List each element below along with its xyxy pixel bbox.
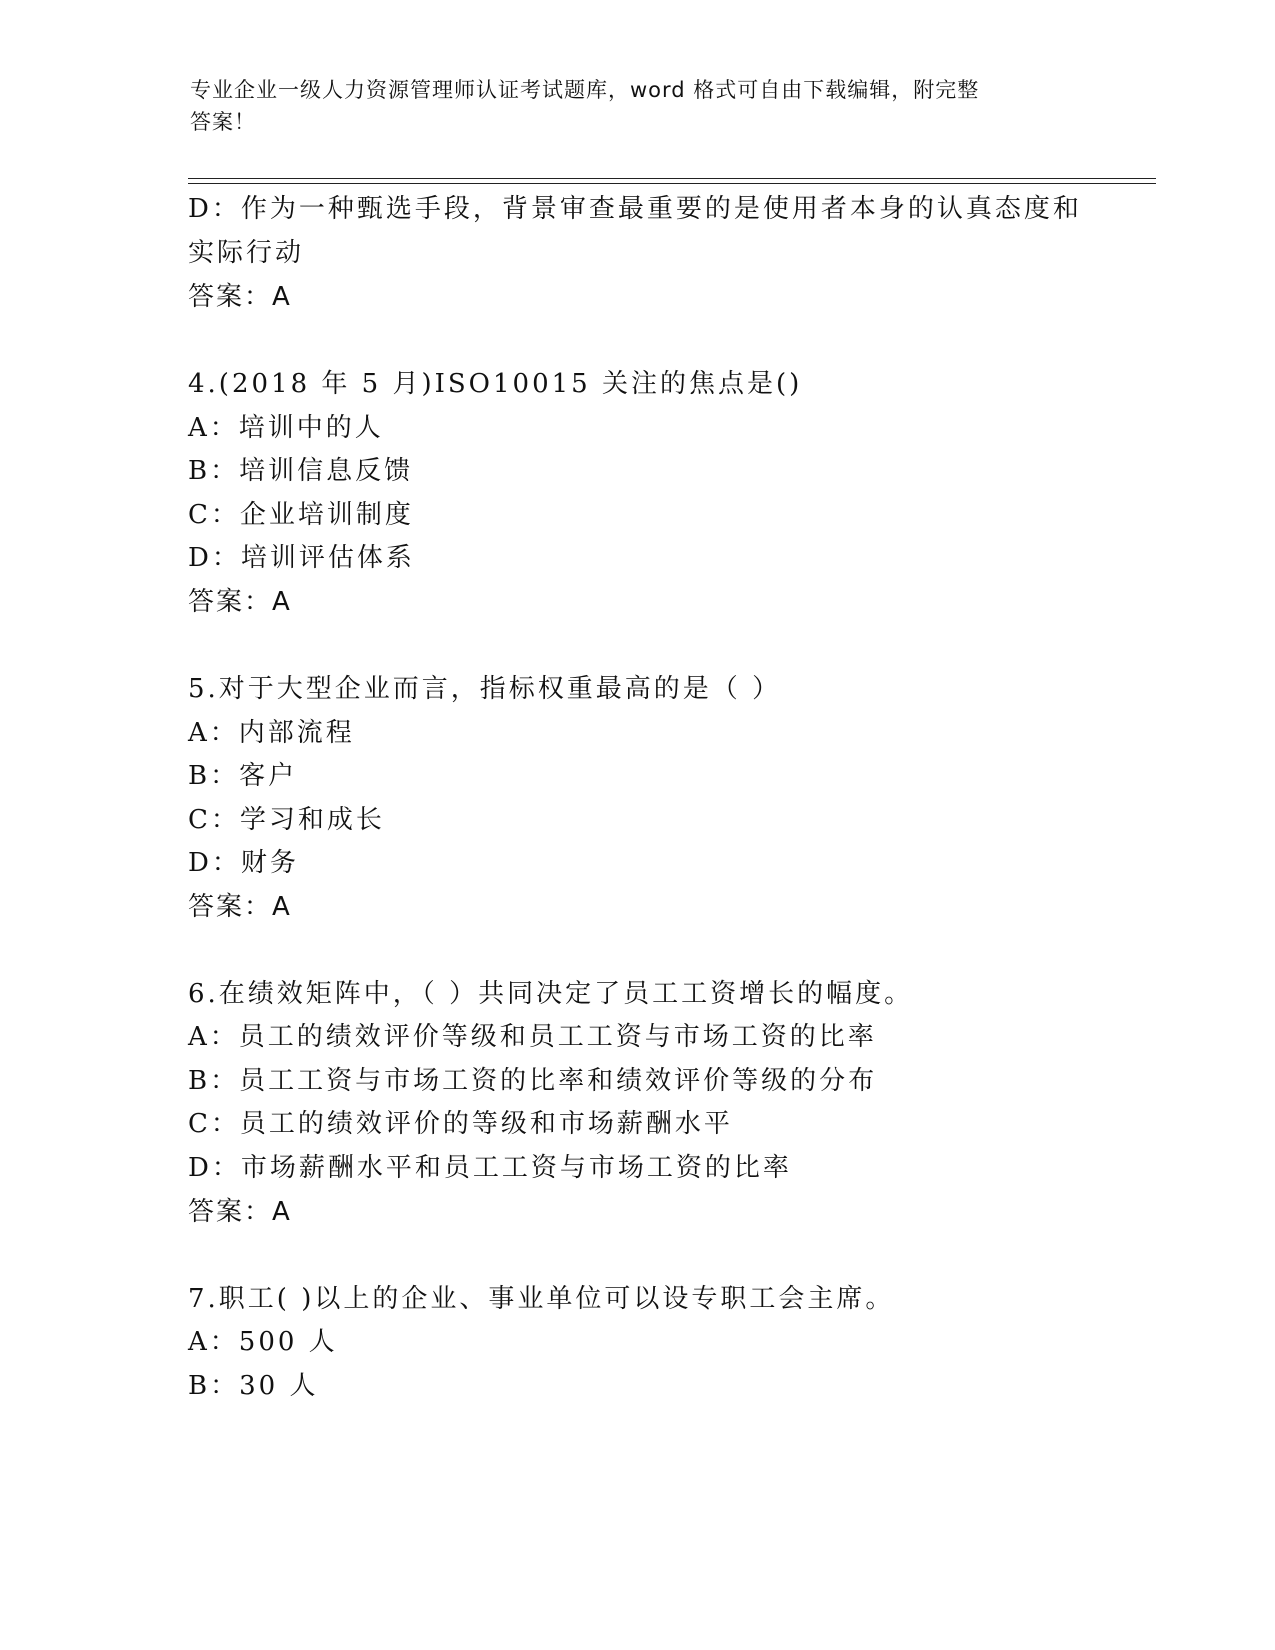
q5-option-d: D：财务 [188,848,299,878]
q3-option-d-line1: D：作为一种甄选手段，背景审查最重要的是使用者本身的认真态度和 [188,194,1082,224]
q6-option-a: A：员工的绩效评价等级和员工工资与市场工资的比率 [188,1022,877,1052]
q3-option-d-line2: 实际行动 [188,238,305,268]
q7-option-b: B：30 人 [188,1371,319,1401]
document-header [190,74,1090,138]
header-line-1: 专业企业一级人力资源管理师认证考试题库，word 格式可自由下载编辑，附完整 [190,78,980,102]
q4-option-a: A：培训中的人 [188,413,384,443]
q7-question: 7.职工( )以上的企业、事业单位可以设专职工会主席。 [188,1284,895,1314]
q6-option-b: B：员工工资与市场工资的比率和绩效评价等级的分布 [188,1066,878,1096]
header-line-2: 答案！ [190,110,256,134]
q6-option-d: D：市场薪酬水平和员工工资与市场工资的比率 [188,1153,792,1183]
q5-answer: 答案：A [188,892,292,922]
q4-answer: 答案：A [188,587,292,617]
q3-answer: 答案：A [188,282,292,312]
q7-option-a: A：500 人 [188,1327,338,1357]
q6-answer: 答案：A [188,1197,292,1227]
q5-option-c: C：学习和成长 [188,805,385,835]
q4-option-b: B：培训信息反馈 [188,456,414,486]
q4-question: 4.(2018 年 5 月)ISO10015 关注的焦点是() [188,369,803,399]
header-divider-bottom [188,183,1156,184]
q4-option-d: D：培训评估体系 [188,543,415,573]
q6-question: 6.在绩效矩阵中，（ ）共同决定了员工工资增长的幅度。 [188,979,914,1009]
q5-option-a: A：内部流程 [188,718,355,748]
header-divider-top [188,178,1156,179]
q5-option-b: B：客户 [188,761,298,791]
q4-option-c: C：企业培训制度 [188,500,414,530]
q5-question: 5.对于大型企业而言，指标权重最高的是（ ） [188,674,782,704]
q6-option-c: C：员工的绩效评价的等级和市场薪酬水平 [188,1109,733,1139]
